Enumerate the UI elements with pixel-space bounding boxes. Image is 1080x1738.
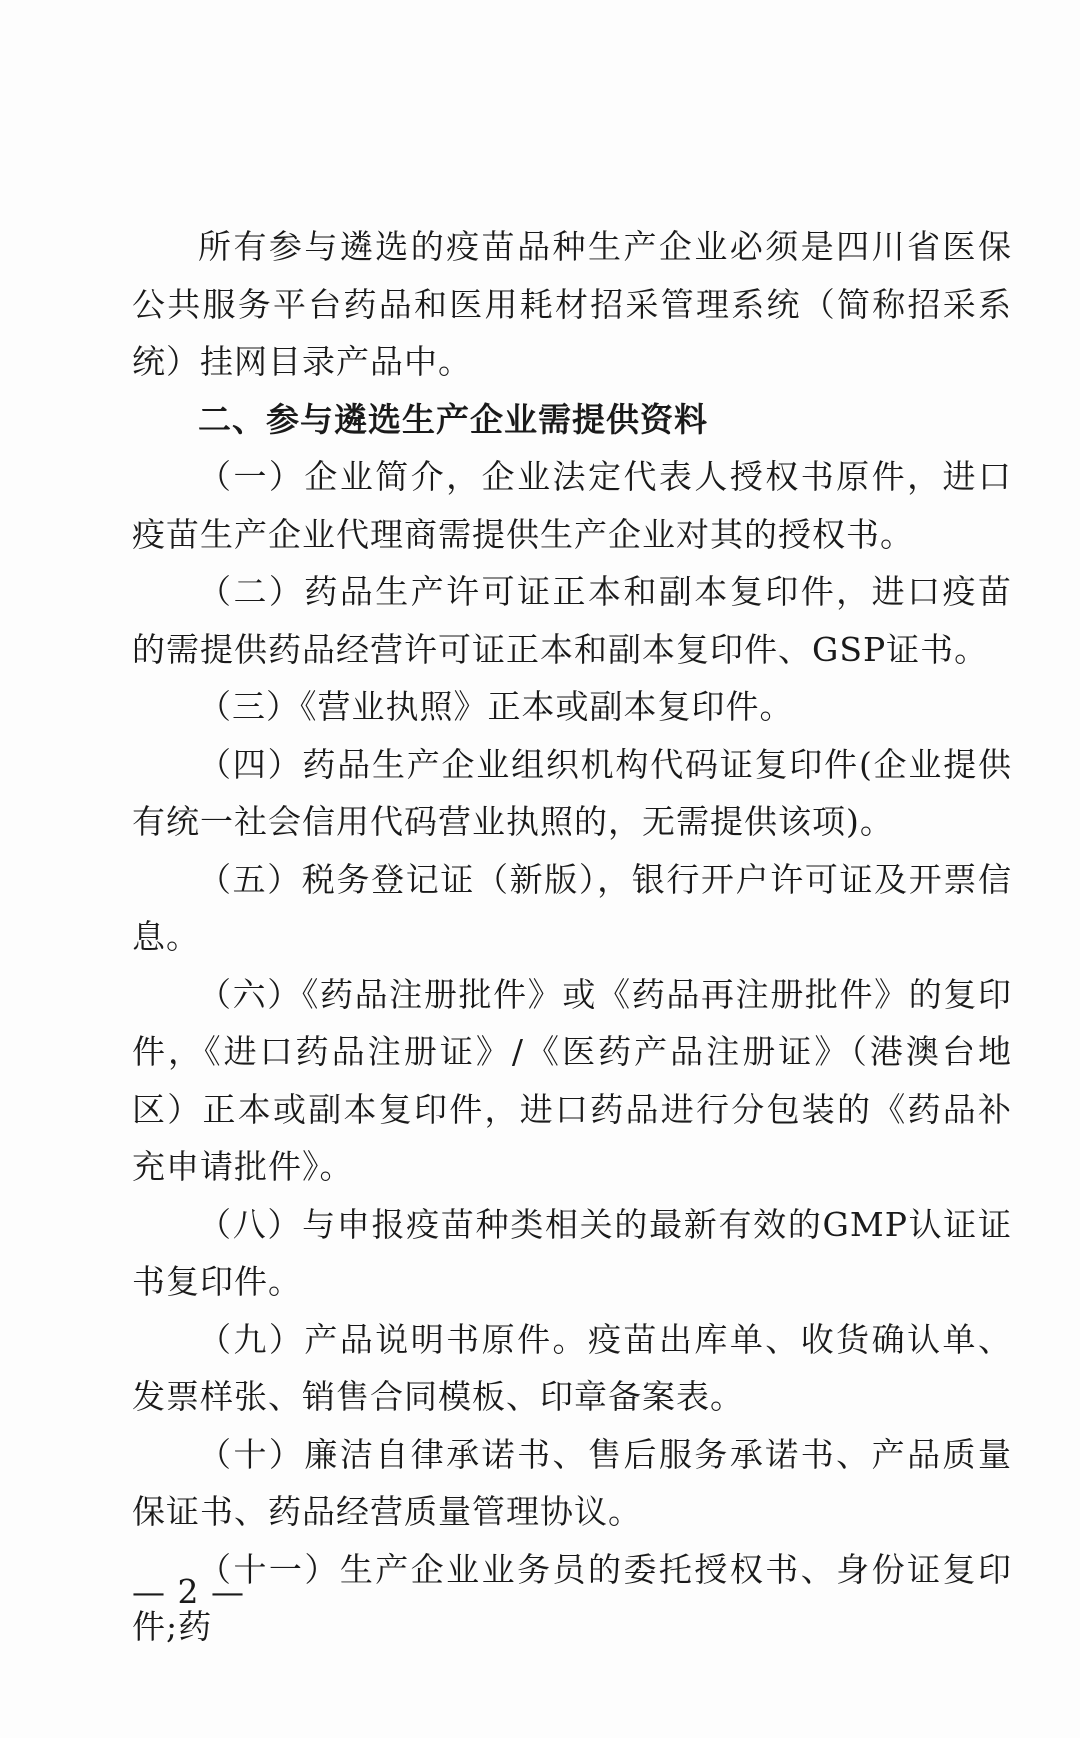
item-6-drug-registration: （六）《药品注册批件》或《药品再注册批件》的复印件，《进口药品注册证》/《医药产品注册证》（港澳台地区）正本或副本复印件，进口药品进行分包装的《药品补充申请批件》。 [132, 974, 1012, 1186]
item-10-commitments: （十）廉洁自律承诺书、售后服务承诺书、产品质量保证书、药品经营质量管理协议。 [132, 1434, 1012, 1531]
item-11-authorization: （十一）生产企业业务员的委托授权书、身份证复印件;药 [132, 1549, 1012, 1646]
page-number: — 2 — [132, 1572, 245, 1611]
item-9-product-manual: （九）产品说明书原件。疫苗出库单、收货确认单、发票样张、销售合同模板、印章备案表。 [132, 1319, 1012, 1416]
item-1-company-profile: （一）企业简介，企业法定代表人授权书原件，进口疫苗生产企业代理商需提供生产企业对其的授权书。 [132, 457, 1012, 554]
item-2-production-license: （二）药品生产许可证正本和副本复印件，进口疫苗的需提供药品经营许可证正本和副本复印件、GSP证书。 [132, 572, 1012, 669]
item-5-tax-registration: （五）税务登记证（新版），银行开户许可证及开票信息。 [132, 859, 1012, 956]
document-body [132, 218, 1012, 1656]
section-heading-materials: 二、参与遴选生产企业需提供资料 [198, 399, 708, 439]
item-8-gmp-certificate: （八）与申报疫苗种类相关的最新有效的GMP认证证书复印件。 [132, 1204, 1012, 1301]
paragraph-eligibility: 所有参与遴选的疫苗品种生产企业必须是四川省医保公共服务平台药品和医用耗材招采管理系统（简称招采系统）挂网目录产品中。 [132, 227, 1012, 381]
item-4-organization-code: （四）药品生产企业组织机构代码证复印件(企业提供有统一社会信用代码营业执照的，无需提供该项)。 [132, 744, 1012, 841]
item-3-business-license: （三）《营业执照》正本或副本复印件。 [198, 687, 794, 726]
